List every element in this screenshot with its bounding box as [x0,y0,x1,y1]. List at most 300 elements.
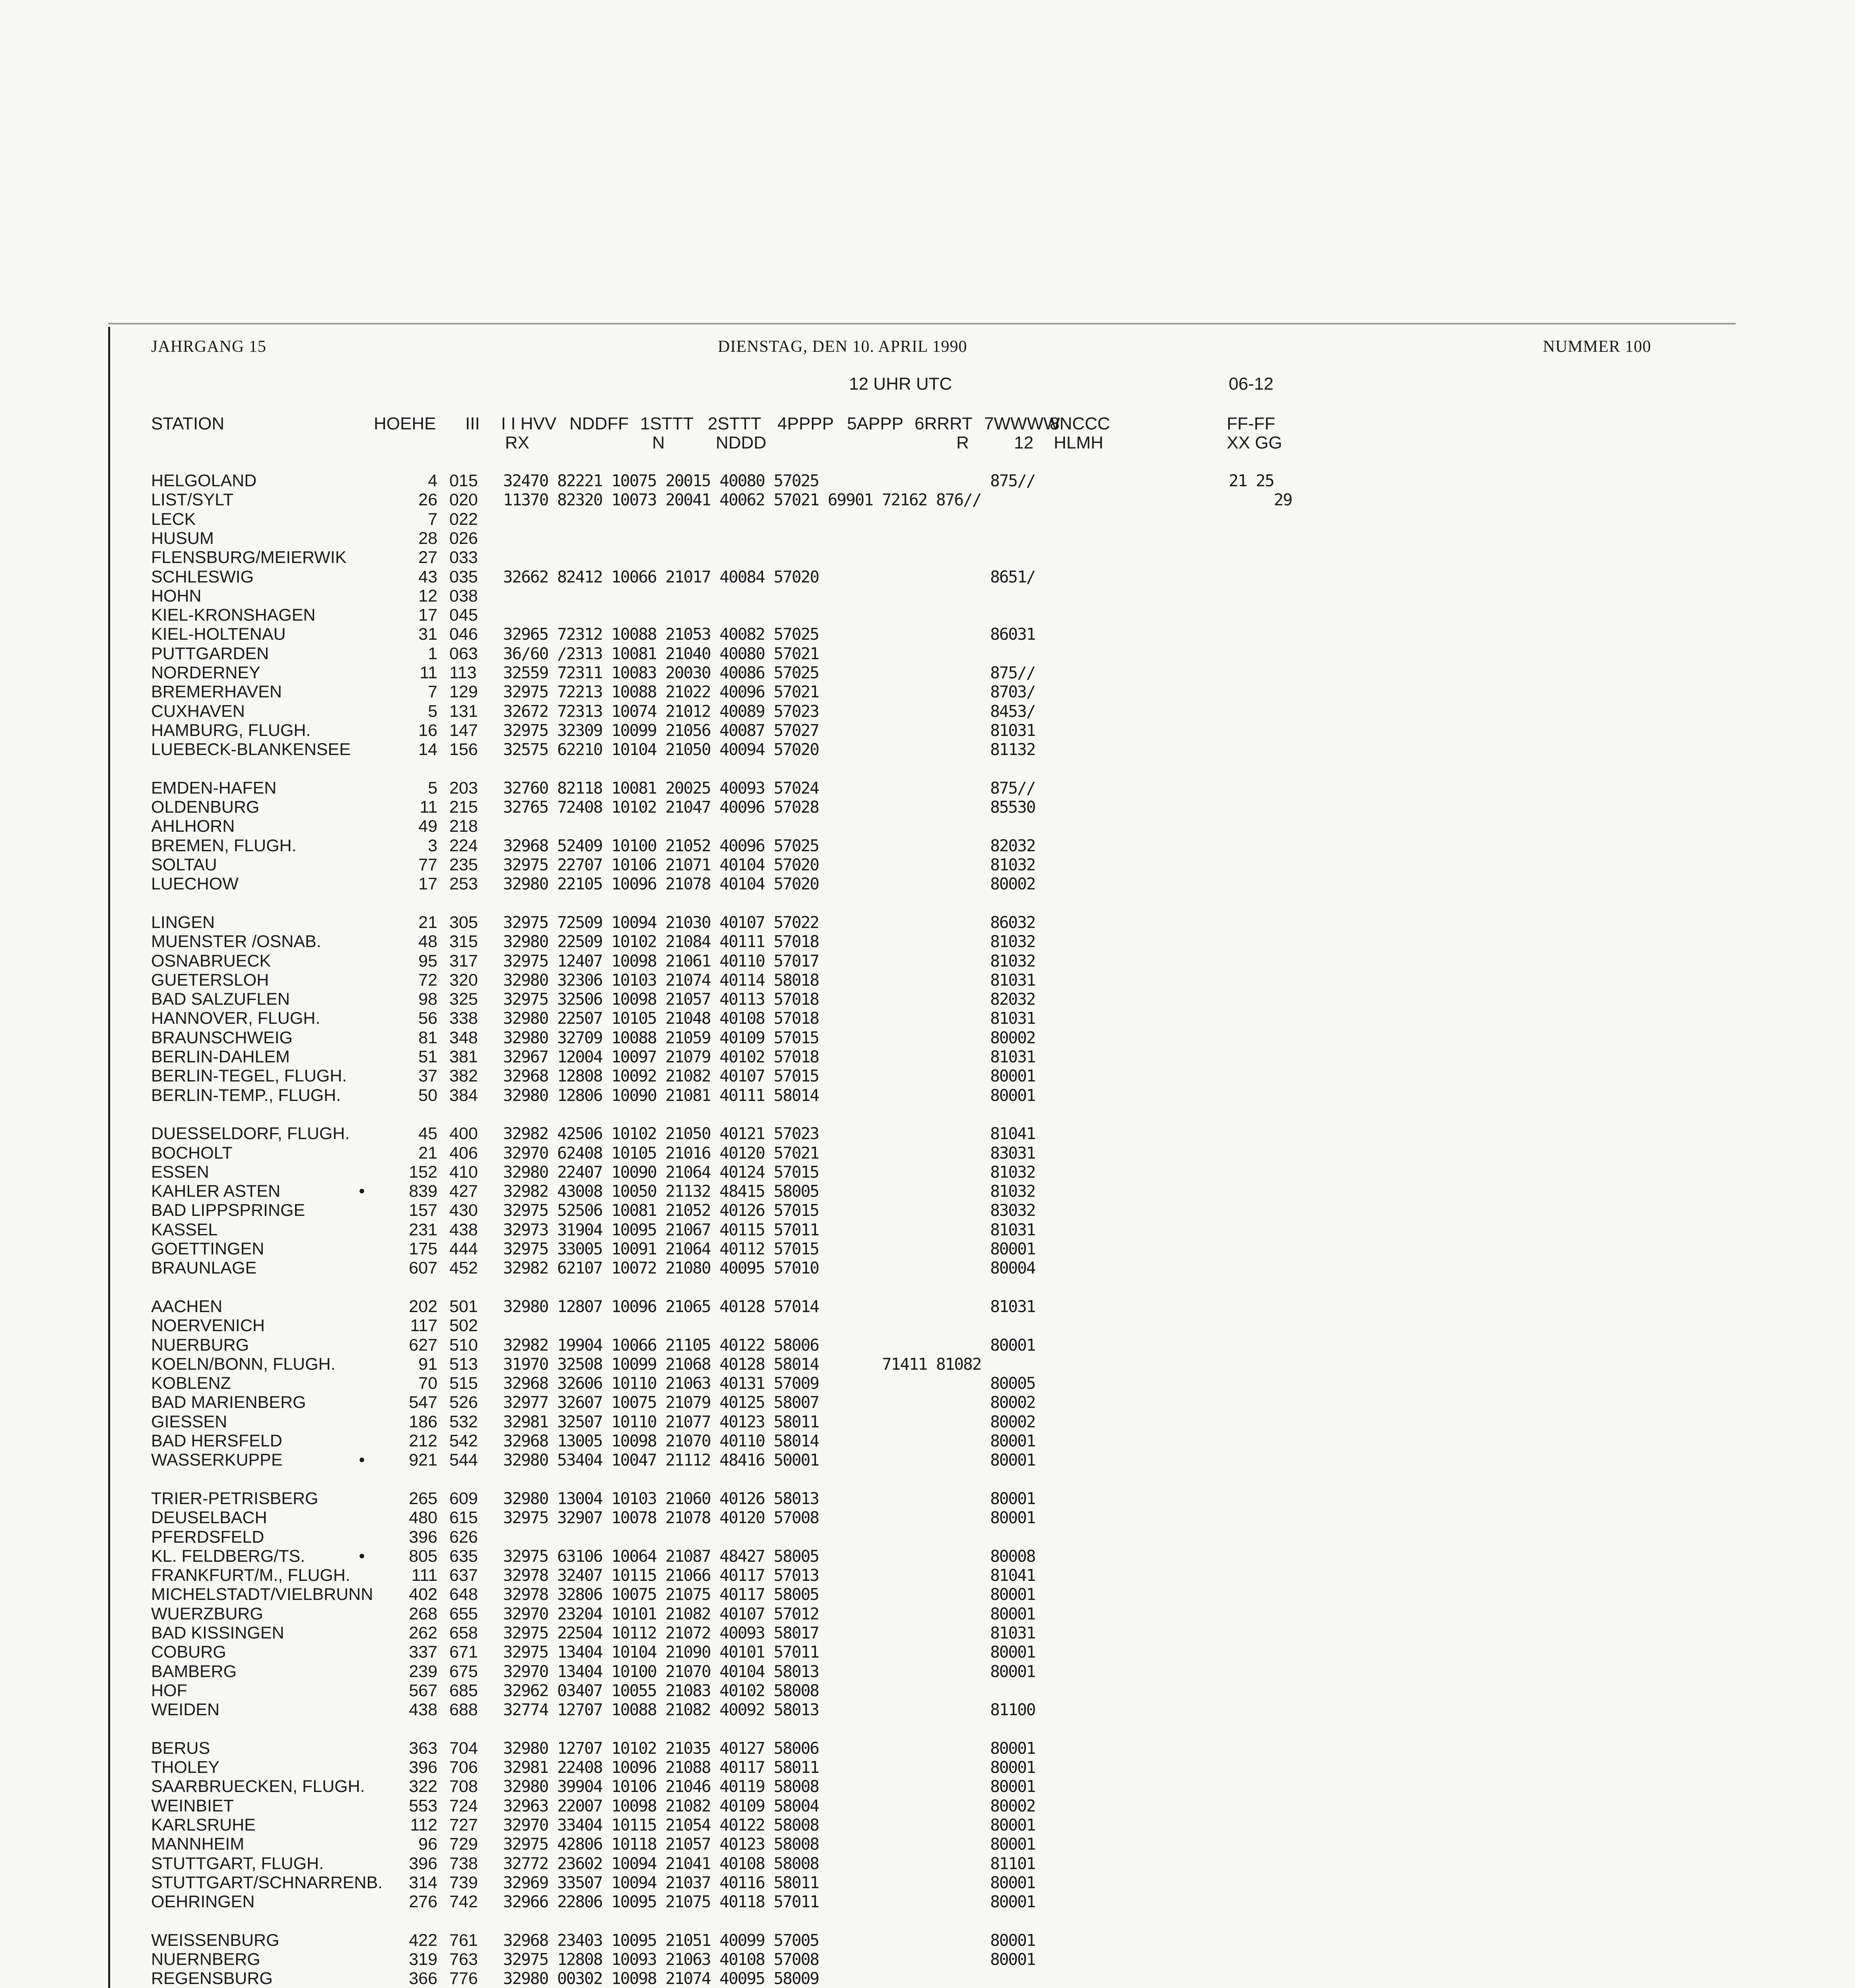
station-id: 658 [449,1623,478,1642]
station-height: 396 [409,1758,437,1777]
synop-groups: 32975 32506 10098 21057 40113 57018 82032 [503,990,1035,1009]
station-name: ESSEN [151,1162,209,1182]
col-2sttt: 2STTT [708,414,761,433]
synop-groups: 32982 42506 10102 21050 40121 57023 81041 [503,1124,1035,1143]
station-name: BRAUNSCHWEIG [151,1028,293,1047]
col-hlmh: HLMH [1054,433,1103,452]
station-id: 338 [449,1009,478,1028]
station-height: 95 [418,951,437,971]
station-id: 532 [449,1412,478,1431]
station-height: 175 [409,1239,437,1258]
synop-groups: 32975 72213 10088 21022 40096 57021 8703/ [503,682,1035,702]
col-r: R [956,433,969,452]
station-name: MUENSTER /OSNAB. [151,932,321,951]
col-ffff: FF-FF [1227,414,1276,433]
station-id: 113 [449,663,477,682]
station-height: 314 [409,1873,437,1892]
station-height: 805 [409,1546,437,1566]
station-id: 381 [449,1047,478,1066]
station-name: DUESSELDORF, FLUGH. [151,1124,350,1143]
synop-groups: 32968 12808 10092 21082 40107 57015 80001 [503,1066,1035,1086]
station-height: 16 [418,720,437,740]
station-id: 761 [449,1930,478,1950]
station-id: 235 [449,855,478,874]
synop-groups: 32970 13404 10100 21070 40104 58013 80001 [503,1662,1035,1681]
synop-groups: 32975 22504 10112 21072 40093 58017 81031 [503,1623,1035,1642]
station-id: 513 [449,1354,478,1374]
station-height: 50 [418,1085,437,1105]
table-row [0,1316,1855,1335]
station-id: 515 [449,1374,478,1393]
col-5appp: 5APPP [847,414,903,433]
station-id: 763 [449,1950,478,1969]
table-row [0,1739,1855,1758]
col-8nccc: 8NCCC [1050,414,1110,433]
synop-groups: 32969 33507 10094 21037 40116 58011 80001 [503,1873,1035,1892]
synop-groups: 32980 22105 10096 21078 40104 57020 80002 [503,874,1035,894]
station-name: GUETERSLOH [151,970,269,990]
table-row [0,1047,1855,1066]
table-row [0,1220,1855,1239]
table-row [0,1431,1855,1450]
station-id: 033 [449,548,478,567]
synop-groups: 32760 82118 10081 20025 40093 57024 875// [503,778,1035,798]
station-id: 626 [449,1527,478,1547]
station-id: 688 [449,1700,478,1720]
station-name: GOETTINGEN [151,1239,264,1258]
table-row [0,1336,1855,1355]
table-row [0,836,1855,855]
station-height: 396 [409,1854,437,1873]
table-row [0,1796,1855,1815]
table-row [0,510,1855,529]
station-height: 70 [418,1374,437,1393]
station-height: 276 [409,1892,437,1912]
station-name: BREMEN, FLUGH. [151,836,297,855]
station-id: 452 [449,1258,478,1278]
station-name: LINGEN [151,912,215,932]
station-name: CUXHAVEN [151,701,245,721]
station-height: 5 [428,778,437,798]
station-name: OLDENBURG [151,798,260,817]
station-height: 422 [409,1930,437,1950]
synop-groups: 32662 82412 10066 21017 40084 57020 8651/ [503,567,1035,586]
station-height: 7 [428,509,437,529]
synop-groups: 32980 00302 10098 21074 40095 58009 [503,1969,819,1988]
station-height: 81 [418,1028,437,1047]
synop-groups: 36/60 /2313 10081 21040 40080 57021 [503,644,819,663]
synop-groups: 32980 12807 10096 21065 40128 57014 81031 [503,1297,1035,1316]
synop-groups: 32975 13404 10104 21090 40101 57011 80001 [503,1642,1035,1662]
period-label: 06-12 [1229,374,1274,394]
table-row [0,1777,1855,1796]
station-id: 129 [449,682,478,702]
col-nddff: NDDFF [569,414,629,433]
table-row [0,548,1855,567]
synop-groups: 32975 22707 10106 21071 40104 57020 81032 [503,855,1035,874]
station-id: 203 [449,778,478,798]
table-row [0,798,1855,817]
station-id: 724 [449,1796,478,1815]
station-height: 921 [409,1450,437,1470]
station-name: NUERBURG [151,1335,249,1355]
station-height: 56 [418,1009,437,1028]
table-row [0,1662,1855,1681]
synop-groups: 32975 72509 10094 21030 40107 57022 86032 [503,912,1035,932]
synop-groups: 32963 22007 10098 21082 40109 58004 80002 [503,1796,1035,1815]
synop-groups: 32968 23403 10095 21051 40099 57005 80001 [503,1930,1035,1950]
max-wind: 29 [1229,490,1292,510]
station-height: 14 [418,740,437,759]
station-name: BERLIN-DAHLEM [151,1047,290,1066]
synop-groups: 32980 22509 10102 21084 40111 57018 81032 [503,932,1035,951]
station-id: 655 [449,1604,478,1623]
station-height: 157 [409,1201,437,1220]
col-nddd: NDDD [716,433,767,452]
station-name: MANNHEIM [151,1835,245,1854]
station-id: 671 [449,1642,478,1662]
station-name: BAD HERSFELD [151,1431,282,1450]
synop-groups: 32981 22408 10096 21088 40117 58011 80001 [503,1758,1035,1777]
synop-groups: 32970 62408 10105 21016 40120 57021 83031 [503,1143,1035,1163]
station-id: 325 [449,990,478,1009]
station-name: WEISSENBURG [151,1930,280,1950]
station-height: 438 [409,1700,437,1720]
station-height: 363 [409,1738,437,1758]
table-row [0,1700,1855,1719]
synop-groups: 32975 63106 10064 21087 48427 58005 80008 [503,1546,1035,1566]
table-row [0,1009,1855,1028]
mountain-marker: • [359,1182,365,1201]
table-row [0,990,1855,1009]
station-id: 315 [449,932,478,951]
mountain-marker: • [359,1546,365,1566]
station-id: 046 [449,625,478,644]
table-row [0,740,1855,759]
station-id: 544 [449,1450,478,1470]
table-row [0,1969,1855,1988]
table-row [0,529,1855,548]
station-height: 17 [418,874,437,894]
station-id: 502 [449,1316,478,1336]
col-station: STATION [151,414,225,433]
col-4pppp: 4PPPP [777,414,834,433]
table-row [0,606,1855,625]
station-height: 111 [411,1566,437,1585]
station-height: 43 [418,567,437,586]
station-height: 112 [410,1815,437,1835]
synop-groups: 32980 12707 10102 21035 40127 58006 80001 [503,1738,1035,1758]
station-id: 224 [449,836,478,855]
station-name: BAD KISSINGEN [151,1623,284,1642]
max-wind: 21 25 [1229,471,1274,490]
station-id: 156 [449,740,478,759]
station-id: 444 [449,1239,478,1258]
col-7wwww: 7WWWW [984,414,1060,433]
station-height: 91 [418,1354,437,1374]
station-name: HELGOLAND [151,471,257,490]
table-row [0,1393,1855,1412]
station-name: SAARBRUECKEN, FLUGH. [151,1777,365,1796]
col-rx: RX [505,433,530,452]
station-name: KAHLER ASTEN [151,1182,280,1201]
table-row [0,874,1855,893]
station-name: BERLIN-TEMP., FLUGH. [151,1085,341,1105]
station-height: 26 [418,490,437,510]
station-height: 202 [409,1297,437,1316]
synop-groups: 32968 32606 10110 21063 40131 57009 80005 [503,1374,1035,1393]
station-id: 305 [449,912,478,932]
station-id: 131 [449,701,478,721]
station-id: 253 [449,874,478,894]
table-row [0,1028,1855,1047]
station-name: LIST/SYLT [151,490,234,510]
table-row [0,586,1855,606]
station-id: 215 [449,798,478,817]
table-row [0,1508,1855,1527]
station-height: 3 [428,836,437,855]
station-height: 117 [410,1316,437,1336]
synop-groups: 32968 13005 10098 21070 40110 58014 80001 [503,1431,1035,1450]
station-name: LUEBECK-BLANKENSEE [151,740,351,759]
synop-groups: 32982 43008 10050 21132 48415 58005 81032 [503,1182,1035,1201]
table-row [0,1297,1855,1316]
station-height: 7 [428,682,437,702]
station-name: BERUS [151,1738,210,1758]
station-id: 708 [449,1777,478,1796]
station-name: HOHN [151,586,202,606]
synop-groups: 32672 72313 10074 21012 40089 57023 8453/ [503,701,1035,721]
station-id: 526 [449,1393,478,1412]
table-row [0,721,1855,740]
synop-groups: 32968 52409 10100 21052 40096 57025 82032 [503,836,1035,855]
station-name: TRIER-PETRISBERG [151,1489,319,1508]
col-n: N [652,433,665,452]
station-id: 776 [449,1969,478,1988]
station-name: WUERZBURG [151,1604,263,1623]
station-name: KL. FELDBERG/TS. [151,1546,305,1566]
station-id: 706 [449,1758,478,1777]
table-row [0,1489,1855,1508]
station-id: 542 [449,1431,478,1450]
station-height: 98 [418,990,437,1009]
synop-groups: 32965 72312 10088 21053 40082 57025 86031 [503,625,1035,644]
table-row [0,1758,1855,1777]
station-height: 547 [409,1393,437,1412]
synop-groups: 32970 23204 10101 21082 40107 57012 80001 [503,1604,1035,1623]
station-id: 015 [449,471,478,490]
station-height: 607 [409,1258,437,1278]
station-name: HAMBURG, FLUGH. [151,720,311,740]
station-height: 48 [418,932,437,951]
table-row [0,1815,1855,1835]
station-name: MICHELSTADT/VIELBRUNN [151,1585,373,1604]
station-name: EMDEN-HAFEN [151,778,277,798]
synop-groups: 32978 32407 10115 21066 40117 57013 81041 [503,1566,1035,1585]
station-height: 51 [418,1047,437,1066]
col-hoehe: HOEHE [374,414,436,433]
col-xxgg: XX GG [1227,433,1282,452]
station-height: 49 [418,817,437,836]
synop-groups: 32980 22407 10090 21064 40124 57015 81032 [503,1162,1035,1182]
station-name: THOLEY [151,1758,220,1777]
station-height: 239 [409,1662,437,1681]
station-id: 384 [449,1085,478,1105]
synop-groups: 32774 12707 10088 21082 40092 58013 81100 [503,1700,1035,1720]
synop-groups: 32980 32306 10103 21074 40114 58018 81031 [503,970,1035,990]
synop-groups: 32975 32907 10078 21078 40120 57008 80001 [503,1508,1035,1528]
table-row [0,1931,1855,1950]
top-rule [108,323,1736,324]
col-1sttt: 1STTT [640,414,694,433]
table-row [0,1835,1855,1854]
synop-groups: 32982 19904 10066 21105 40122 58006 80001 [503,1335,1035,1355]
table-row [0,951,1855,971]
station-id: 147 [449,720,478,740]
station-name: BAMBERG [151,1662,237,1681]
station-name: STUTTGART, FLUGH. [151,1854,324,1873]
station-height: 21 [418,912,437,932]
station-name: FLENSBURG/MEIERWIK [151,548,347,567]
synop-groups: 32975 32309 10099 21056 40087 57027 81031 [503,720,1035,740]
station-name: BAD LIPPSPRINGE [151,1201,305,1220]
station-height: 402 [409,1585,437,1604]
table-row [0,1355,1855,1374]
station-id: 410 [449,1162,478,1182]
table-row [0,932,1855,951]
station-height: 212 [409,1431,437,1450]
synop-groups: 32982 62107 10072 21080 40095 57010 80004 [503,1258,1035,1278]
station-height: 322 [409,1777,437,1796]
table-row [0,1585,1855,1604]
issue-date: DIENSTAG, DEN 10. APRIL 1990 [718,338,967,356]
station-height: 77 [418,855,437,874]
station-id: 615 [449,1508,478,1528]
table-row [0,1412,1855,1431]
col-12: 12 [1014,433,1033,452]
station-name: BOCHOLT [151,1143,233,1163]
issue-number: NUMMER 100 [1543,338,1651,356]
synop-groups: 32977 32607 10075 21079 40125 58007 80002 [503,1393,1035,1412]
station-id: 675 [449,1662,478,1681]
table-row [0,682,1855,701]
station-name: PUTTGARDEN [151,644,269,663]
table-row [0,1547,1855,1566]
synop-groups: 11370 82320 10073 20041 40062 57021 69901 72162 876// [503,490,981,510]
station-height: 28 [418,528,437,548]
station-name: BAD MARIENBERG [151,1393,306,1412]
station-id: 648 [449,1585,478,1604]
table-row [0,1258,1855,1277]
station-height: 262 [409,1623,437,1642]
table-row [0,1450,1855,1470]
synop-groups: 32559 72311 10083 20030 40086 57025 875// [503,663,1035,682]
station-id: 738 [449,1854,478,1873]
station-id: 742 [449,1892,478,1912]
synop-groups: 32980 39904 10106 21046 40119 58008 80001 [503,1777,1035,1796]
station-id: 348 [449,1028,478,1047]
col-iii: III [465,414,480,433]
station-height: 337 [409,1642,437,1662]
synop-groups: 32765 72408 10102 21047 40096 57028 85530 [503,798,1035,817]
station-id: 739 [449,1873,478,1892]
synop-groups: 32981 32507 10110 21077 40123 58011 80002 [503,1412,1035,1431]
station-height: 627 [409,1335,437,1355]
table-row [0,1566,1855,1585]
table-row [0,855,1855,874]
table-row [0,779,1855,798]
table-row [0,1124,1855,1143]
station-id: 704 [449,1738,478,1758]
synop-groups: 32975 52506 10081 21052 40126 57015 83032 [503,1201,1035,1220]
station-name: PFERDSFELD [151,1527,264,1547]
station-height: 11 [420,798,437,817]
synop-groups: 31970 32508 10099 21068 40128 58014 71411 81082 [503,1354,981,1374]
station-height: 17 [418,606,437,625]
table-row [0,1873,1855,1892]
table-row [0,1163,1855,1182]
table-row [0,1681,1855,1700]
synop-groups: 32975 42806 10118 21057 40123 58008 80001 [503,1835,1035,1854]
station-id: 038 [449,586,478,606]
table-row [0,1854,1855,1873]
table-row [0,490,1855,509]
station-id: 430 [449,1201,478,1220]
station-id: 727 [449,1815,478,1835]
synop-groups: 32980 32709 10088 21059 40109 57015 80002 [503,1028,1035,1047]
table-row [0,471,1855,490]
table-row [0,1623,1855,1642]
table-row [0,702,1855,721]
col-ihvv: I I HVV [501,414,557,433]
table-row [0,1086,1855,1105]
station-name: STUTTGART/SCHNARRENB. [151,1873,383,1892]
station-height: 265 [409,1489,437,1508]
table-row [0,663,1855,682]
station-id: 026 [449,528,478,548]
station-name: BRAUNLAGE [151,1258,257,1278]
station-name: NUERNBERG [151,1950,260,1969]
station-name: KASSEL [151,1220,218,1239]
station-name: HANNOVER, FLUGH. [151,1009,320,1028]
jahrgang: JAHRGANG 15 [151,338,266,356]
synop-groups: 32975 33005 10091 21064 40112 57015 80001 [503,1239,1035,1258]
col-6rrrt: 6RRRT [915,414,973,433]
station-height: 268 [409,1604,437,1623]
station-id: 685 [449,1681,478,1700]
station-name: KIEL-HOLTENAU [151,625,286,644]
station-name: SOLTAU [151,855,217,874]
station-id: 609 [449,1489,478,1508]
station-id: 022 [449,509,478,529]
station-name: SCHLESWIG [151,567,254,586]
station-name: BAD SALZUFLEN [151,990,290,1009]
station-height: 4 [428,471,437,490]
station-id: 635 [449,1546,478,1566]
synop-groups: 32980 12806 10090 21081 40111 58014 80001 [503,1085,1035,1105]
station-name: KOBLENZ [151,1374,231,1393]
station-id: 637 [449,1566,478,1585]
table-row [0,644,1855,663]
station-name: REGENSBURG [151,1969,273,1988]
station-height: 31 [418,625,437,644]
station-name: WEIDEN [151,1700,219,1720]
station-height: 319 [409,1950,437,1969]
table-row [0,1892,1855,1911]
station-height: 567 [409,1681,437,1700]
station-id: 400 [449,1124,478,1143]
station-height: 231 [409,1220,437,1239]
